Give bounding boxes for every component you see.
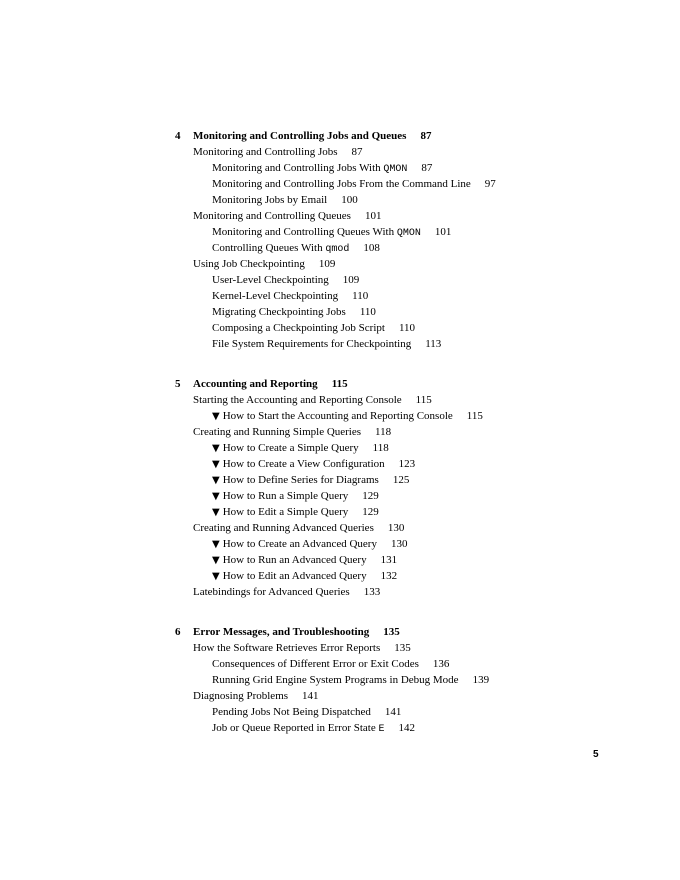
entry-page: 139 [472,674,490,686]
entry-page: 130 [387,522,405,534]
entry-title: Latebindings for Advanced Queries [193,586,350,598]
chapter-number: 4 [175,130,181,142]
entry-title: How the Software Retrieves Error Reports [193,642,381,654]
chapter-page: 115 [331,378,348,390]
entry-title: Monitoring and Controlling Jobs From the Command Line [212,178,471,190]
toc-task[interactable] [212,536,407,553]
chapter-heading[interactable] [175,128,431,144]
toc-subsection[interactable] [212,288,368,304]
toc-subsection[interactable] [212,272,359,288]
entry-page: 110 [398,322,416,334]
task-marker-icon: ▼ [212,443,220,454]
entry-title: Composing a Checkpointing Job Script [212,322,385,334]
chapter-title: Error Messages, and Troubleshooting [193,626,370,638]
entry-title: Monitoring and Controlling Jobs With [212,162,384,174]
toc-task[interactable] [212,440,389,457]
entry-title: Monitoring and Controlling Jobs [193,146,338,158]
toc-task[interactable] [212,552,397,569]
toc-subsection[interactable] [212,672,489,688]
toc-subsection[interactable] [212,656,449,672]
task-marker-icon: ▼ [212,555,220,566]
code-term: QMON [383,164,408,175]
entry-title: How to Run a Simple Query [222,490,349,502]
toc-section[interactable] [193,640,411,656]
task-marker-icon: ▼ [212,411,220,422]
entry-title: Controlling Queues With [212,242,326,254]
entry-page: 109 [318,258,336,270]
entry-title: How to Define Series for Diagrams [222,474,379,486]
chapter-heading[interactable] [175,376,348,392]
toc-section[interactable] [193,688,319,704]
task-marker-icon: ▼ [212,475,220,486]
toc-section[interactable] [193,144,363,160]
toc-task[interactable] [212,504,379,521]
entry-title: Running Grid Engine System Programs in Debug Mode [212,674,459,686]
entry-page: 100 [341,194,358,206]
entry-title: File System Requirements for Checkpointing [212,338,412,350]
entry-title: Consequences of Different Error or Exit Codes [212,658,419,670]
toc-task[interactable] [212,488,379,505]
toc-subsection[interactable] [212,320,415,336]
entry-page: 115 [415,394,432,406]
entry-page: 142 [398,722,415,734]
entry-page: 101 [434,226,452,238]
toc-section[interactable] [193,208,381,224]
chapter-number: 5 [175,378,181,390]
entry-title: Job or Queue Reported in Error State [212,722,379,734]
entry-page: 101 [364,210,382,222]
entry-title: How to Run an Advanced Query [222,554,367,566]
toc-task[interactable] [212,456,415,473]
entry-page: 113 [425,338,442,350]
entry-title: Creating and Running Advanced Queries [193,522,374,534]
entry-page: 135 [394,642,411,654]
toc-subsection[interactable] [212,704,401,720]
entry-page: 110 [359,306,376,318]
toc-task[interactable] [212,472,409,489]
entry-page: 141 [302,690,319,702]
toc-section[interactable] [193,256,335,272]
entry-title: Monitoring Jobs by Email [212,194,328,206]
code-term: QMON [396,228,421,239]
chapter-page: 87 [420,130,432,142]
entry-title: How to Start the Accounting and Reporting Console [222,410,453,422]
entry-title: Monitoring and Controlling Queues [193,210,351,222]
code-term: qmod [325,244,350,255]
toc-section[interactable] [193,584,380,600]
entry-page: 118 [372,442,389,454]
entry-title: Creating and Running Simple Queries [193,426,362,438]
entry-page: 108 [363,242,380,254]
entry-page: 109 [342,274,360,286]
task-marker-icon: ▼ [212,539,220,550]
toc-section[interactable] [193,424,391,440]
entry-title: Diagnosing Problems [193,690,289,702]
entry-title: How to Create a Simple Query [222,442,359,454]
entry-title: Using Job Checkpointing [193,258,305,270]
entry-title: User-Level Checkpointing [212,274,329,286]
chapter-title: Monitoring and Controlling Jobs and Queues [193,130,407,142]
entry-title: How to Edit a Simple Query [222,506,349,518]
chapter-number: 6 [175,626,181,638]
code-term: E [378,724,385,735]
entry-title: Pending Jobs Not Being Dispatched [212,706,371,718]
entry-page: 87 [421,162,433,174]
task-marker-icon: ▼ [212,459,220,470]
entry-title: Monitoring and Controlling Queues With [212,226,397,238]
task-marker-icon: ▼ [212,491,220,502]
task-marker-icon: ▼ [212,507,220,518]
entry-page: 123 [398,458,416,470]
task-marker-icon: ▼ [212,571,220,582]
toc-subsection[interactable] [212,304,376,320]
entry-title: How to Create an Advanced Query [222,538,377,550]
entry-page: 130 [390,538,408,550]
chapter-title: Accounting and Reporting [193,378,318,390]
entry-page: 129 [362,490,379,502]
entry-page: 133 [363,586,381,598]
entry-page: 136 [432,658,450,670]
chapter-heading[interactable] [175,624,400,640]
entry-page: 132 [380,570,398,582]
toc-subsection[interactable] [212,176,496,192]
entry-page: 125 [392,474,410,486]
page-number: 5 [593,749,599,760]
chapter-page: 135 [383,626,400,638]
toc-task[interactable] [212,568,397,585]
entry-title: Starting the Accounting and Reporting Console [193,394,402,406]
entry-page: 141 [384,706,402,718]
entry-title: How to Edit an Advanced Query [222,570,367,582]
entry-page: 131 [380,554,398,566]
entry-page: 118 [375,426,392,438]
entry-title: How to Create a View Configuration [222,458,385,470]
entry-title: Migrating Checkpointing Jobs [212,306,346,318]
toc-task[interactable] [212,408,483,425]
entry-page: 87 [351,146,363,158]
entry-page: 115 [466,410,483,422]
entry-page: 129 [362,506,379,518]
toc-subsection[interactable] [212,192,358,208]
toc-subsection[interactable] [212,336,441,352]
toc-subsection[interactable] [212,720,415,738]
toc-section[interactable] [193,520,404,536]
entry-page: 110 [352,290,369,302]
toc-section[interactable] [193,392,432,408]
entry-page: 97 [484,178,496,190]
entry-title: Kernel-Level Checkpointing [212,290,339,302]
